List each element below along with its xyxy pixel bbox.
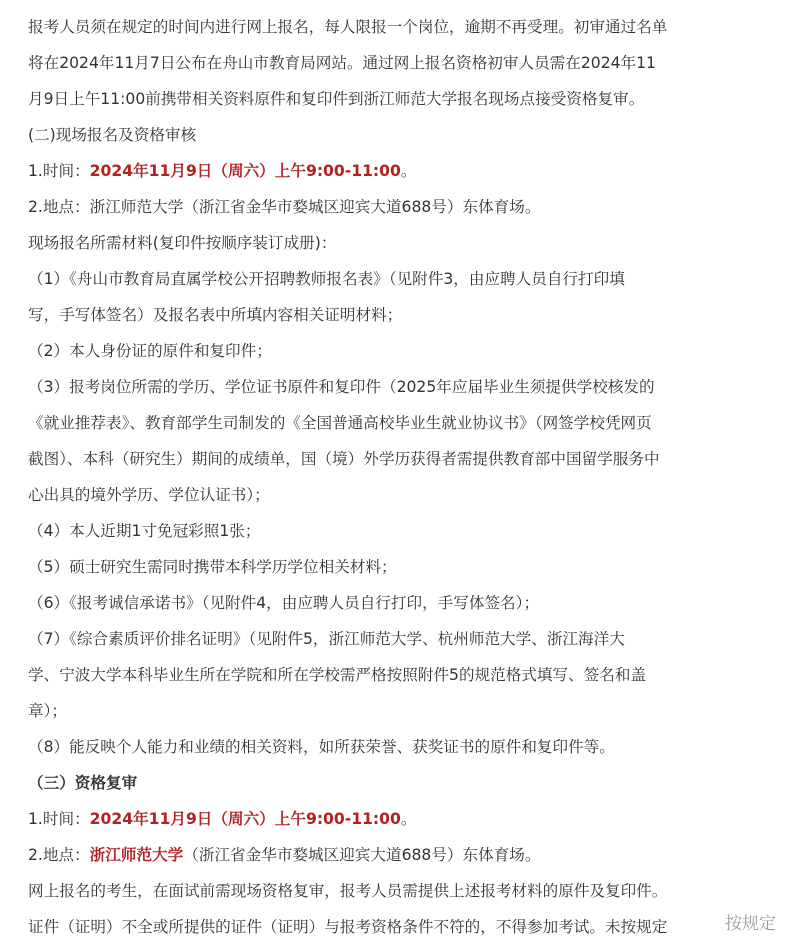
time-value-highlight: 2024年11月9日（周六）上午9:00-11:00 — [89, 810, 401, 828]
place-rest: （浙江省金华市婺城区迎宾大道688号）东体育场。 — [183, 846, 541, 864]
time-label: 1.时间： — [28, 162, 90, 180]
material-3-line-2: 《就业推荐表》、教育部学生司制发的《全国普通高校毕业生就业协议书》（网签学校凭网页 — [28, 414, 652, 432]
time-end: 。 — [400, 810, 417, 828]
place-label: 2.地点： — [28, 846, 90, 864]
time-value-highlight: 2024年11月9日（周六）上午9:00-11:00 — [89, 162, 401, 180]
intro-line-3: 月9日上午11:00前携带相关资料原件和复印件到浙江师范大学报名现场点接受资格复审。 — [28, 90, 645, 108]
final-line-2: 证件（证明）不全或所提供的证件（证明）与报考资格条件不符的，不得参加考试。未按规定 — [28, 918, 668, 936]
material-2: （2）本人身份证的原件和复印件； — [28, 342, 272, 360]
place-value-highlight: 浙江师范大学 — [89, 846, 184, 864]
material-3-line-1: （3）报考岗位所需的学历、学位证书原件和复印件（2025年应届毕业生须提供学校核发的 — [28, 378, 655, 396]
watermark-overlay: 按规定 — [715, 904, 786, 944]
material-5: （5）硕士研究生需同时携带本科学历学位相关材料； — [28, 558, 397, 576]
time-end: 。 — [400, 162, 417, 180]
material-6: （6）《报考诚信承诺书》（见附件4，由应聘人员自行打印，手写体签名）； — [28, 594, 540, 612]
material-3-line-4: 心出具的境外学历、学位认证书）； — [28, 486, 270, 504]
section-2-title: (二)现场报名及资格审核 — [28, 126, 197, 144]
intro-line-1: 报考人员须在规定的时间内进行网上报名，每人限报一个岗位，逾期不再受理。初审通过名单 — [28, 18, 668, 36]
section-2-time — [28, 154, 788, 188]
section-3-title: （三）资格复审 — [28, 774, 138, 792]
material-3-line-3: 截图）、本科（研究生）期间的成绩单，国（境）外学历获得者需提供教育部中国留学服务中 — [28, 450, 660, 468]
material-7-line-3: 章）； — [28, 702, 67, 720]
material-7-line-1: （7）《综合素质评价排名证明》（见附件5，浙江师范大学、杭州师范大学、浙江海洋大 — [28, 630, 625, 648]
section-2-place: 2.地点：浙江师范大学（浙江省金华市婺城区迎宾大道688号）东体育场。 — [28, 198, 541, 216]
material-1-line-2: 写，手写体签名）及报名表中所填内容相关证明材料； — [28, 306, 403, 324]
material-8: （8）能反映个人能力和业绩的相关资料，如所获荣誉、获奖证书的原件和复印件等。 — [28, 738, 615, 756]
materials-title: 现场报名所需材料(复印件按顺序装订成册)： — [28, 234, 337, 252]
section-3-place — [28, 838, 788, 872]
intro-line-2: 将在2024年11月7日公布在舟山市教育局网站。通过网上报名资格初审人员需在2024年11 — [28, 54, 656, 72]
section-3-time — [28, 802, 788, 836]
material-1-line-1: （1）《舟山市教育局直属学校公开招聘教师报名表》（见附件3，由应聘人员自行打印填 — [28, 270, 625, 288]
final-line-1: 网上报名的考生，在面试前需现场资格复审，报考人员需提供上述报考材料的原件及复印件。 — [28, 882, 668, 900]
material-4: （4）本人近期1寸免冠彩照1张； — [28, 522, 261, 540]
time-label: 1.时间： — [28, 810, 90, 828]
material-7-line-2: 学、宁波大学本科毕业生所在学院和所在学校需严格按照附件5的规范格式填写、签名和盖 — [28, 666, 647, 684]
